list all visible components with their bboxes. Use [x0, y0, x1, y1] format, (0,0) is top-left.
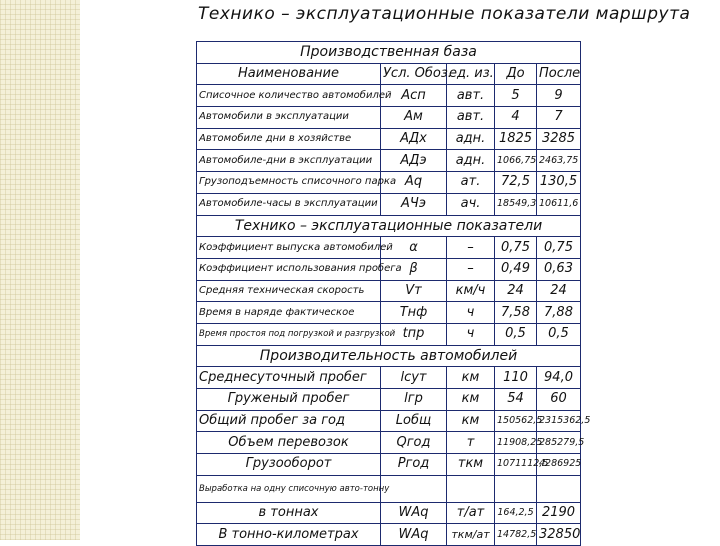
row-before: 54 [495, 389, 537, 411]
row-before: 1066,75 [495, 150, 537, 172]
row-name: Средняя техническая скорость [197, 280, 381, 302]
table-row [197, 85, 581, 107]
row-before: 164,2,5 [495, 502, 537, 524]
row-symbol: АДх [381, 128, 447, 150]
row-before: 1071112,5 [495, 454, 537, 476]
table-row [197, 193, 581, 215]
row-before: 1825 [495, 128, 537, 150]
row-after [537, 475, 581, 502]
row-after: 2463,75 [537, 150, 581, 172]
row-unit: км [447, 389, 495, 411]
row-after: 0,63 [537, 258, 581, 280]
row-name: В тонно-километрах [197, 524, 381, 546]
row-symbol: Qгод [381, 432, 447, 454]
row-symbol: Vт [381, 280, 447, 302]
section-title: Производительность автомобилей [197, 345, 581, 367]
row-after: 7 [537, 107, 581, 129]
decorative-side-strip [0, 0, 80, 540]
row-symbol: АДэ [381, 150, 447, 172]
row-name: Грузоподъемность списочного парка [197, 172, 381, 194]
row-name: Время в наряде фактическое [197, 302, 381, 324]
row-name: Автомобили в эксплуатации [197, 107, 381, 129]
section-title: Производственная база [197, 42, 581, 64]
row-name: Автомобиле дни в хозяйстве [197, 128, 381, 150]
row-symbol: Аq [381, 172, 447, 194]
row-before: 11908,25 [495, 432, 537, 454]
table-row [197, 454, 581, 476]
row-after: 0,5 [537, 323, 581, 345]
row-name: Автомобиле-дни в эксплуатации [197, 150, 381, 172]
row-name: Общий пробег за год [197, 410, 381, 432]
row-symbol: tпр [381, 323, 447, 345]
row-name: Списочное количество автомобилей [197, 85, 381, 107]
table-row [197, 475, 581, 502]
table-row [197, 389, 581, 411]
row-unit: ат. [447, 172, 495, 194]
row-unit: адн. [447, 150, 495, 172]
row-name: Коэффициент выпуска автомобилей [197, 237, 381, 259]
row-symbol: lгр [381, 389, 447, 411]
row-after: 2315362,5 [537, 410, 581, 432]
row-symbol [381, 475, 447, 502]
table-row [197, 302, 581, 324]
column-header-symbol: Усл. Обоз. [381, 63, 447, 85]
section-row-productivity [197, 345, 581, 367]
row-symbol: АЧэ [381, 193, 447, 215]
row-unit: км [447, 410, 495, 432]
row-before: 150562,5 [495, 410, 537, 432]
row-after: 32850 [537, 524, 581, 546]
row-symbol: β [381, 258, 447, 280]
row-name: Выработка на одну списочную авто-тонну [197, 475, 381, 502]
column-header-name: Наименование [197, 63, 381, 85]
row-name: Коэффициент использования пробега [197, 258, 381, 280]
row-before: 0,75 [495, 237, 537, 259]
row-unit: км [447, 367, 495, 389]
row-before: 5 [495, 85, 537, 107]
row-name: Среднесуточный пробег [197, 367, 381, 389]
row-after: 0,75 [537, 237, 581, 259]
row-after: 24 [537, 280, 581, 302]
row-name: в тоннах [197, 502, 381, 524]
row-before: 0,5 [495, 323, 537, 345]
row-unit: ач. [447, 193, 495, 215]
table-row [197, 172, 581, 194]
row-after: 60 [537, 389, 581, 411]
column-header-before: До [495, 63, 537, 85]
row-after: 130,5 [537, 172, 581, 194]
row-before: 4 [495, 107, 537, 129]
table-row [197, 524, 581, 546]
row-unit: авт. [447, 85, 495, 107]
row-before: 72,5 [495, 172, 537, 194]
row-symbol: Ргод [381, 454, 447, 476]
row-unit: авт. [447, 107, 495, 129]
row-symbol: α [381, 237, 447, 259]
column-header-after: После [537, 63, 581, 85]
table-row [197, 150, 581, 172]
table-row [197, 367, 581, 389]
row-after: 7,88 [537, 302, 581, 324]
row-before: 110 [495, 367, 537, 389]
row-symbol: Асп [381, 85, 447, 107]
page-title: Технико – эксплуатационные показатели маршрута [198, 4, 691, 24]
table-row [197, 128, 581, 150]
row-unit: ч [447, 323, 495, 345]
row-symbol: WАq [381, 502, 447, 524]
table-row [197, 432, 581, 454]
table-row [197, 410, 581, 432]
row-symbol: Тнф [381, 302, 447, 324]
row-name: Время простоя под погрузкой и разгрузкой [197, 323, 381, 345]
section-title: Технико – эксплуатационные показатели [197, 215, 581, 237]
section-row-production [197, 42, 581, 64]
indicators-table [196, 41, 591, 546]
header-row [197, 63, 581, 85]
row-unit: ч [447, 302, 495, 324]
row-before: 7,58 [495, 302, 537, 324]
column-header-unit: ед. из. [447, 63, 495, 85]
row-unit: км/ч [447, 280, 495, 302]
row-unit: ткм [447, 454, 495, 476]
row-name: Автомобиле-часы в эксплуатации [197, 193, 381, 215]
section-row-technical [197, 215, 581, 237]
row-after: 4286925 [537, 454, 581, 476]
row-after: 3285 [537, 128, 581, 150]
row-before: 14782,5 [495, 524, 537, 546]
row-symbol: WАq [381, 524, 447, 546]
row-after: 2190 [537, 502, 581, 524]
row-before: 0,49 [495, 258, 537, 280]
row-name: Грузооборот [197, 454, 381, 476]
row-before: 24 [495, 280, 537, 302]
table-row [197, 258, 581, 280]
row-after: 94,0 [537, 367, 581, 389]
row-before: 18549,3 [495, 193, 537, 215]
table-row [197, 107, 581, 129]
row-unit: т/ат [447, 502, 495, 524]
row-unit: – [447, 237, 495, 259]
table-row [197, 323, 581, 345]
row-unit: адн. [447, 128, 495, 150]
row-name: Груженый пробег [197, 389, 381, 411]
row-symbol: lсут [381, 367, 447, 389]
row-before [495, 475, 537, 502]
table-row [197, 280, 581, 302]
row-after: 285279,5 [537, 432, 581, 454]
row-unit: – [447, 258, 495, 280]
row-unit: т [447, 432, 495, 454]
row-after: 9 [537, 85, 581, 107]
table-row [197, 502, 581, 524]
row-name: Объем перевозок [197, 432, 381, 454]
row-symbol: Lобщ [381, 410, 447, 432]
row-symbol: Ам [381, 107, 447, 129]
row-unit: ткм/ат [447, 524, 495, 546]
row-unit [447, 475, 495, 502]
table-row [197, 237, 581, 259]
row-after: 10611,6 [537, 193, 581, 215]
